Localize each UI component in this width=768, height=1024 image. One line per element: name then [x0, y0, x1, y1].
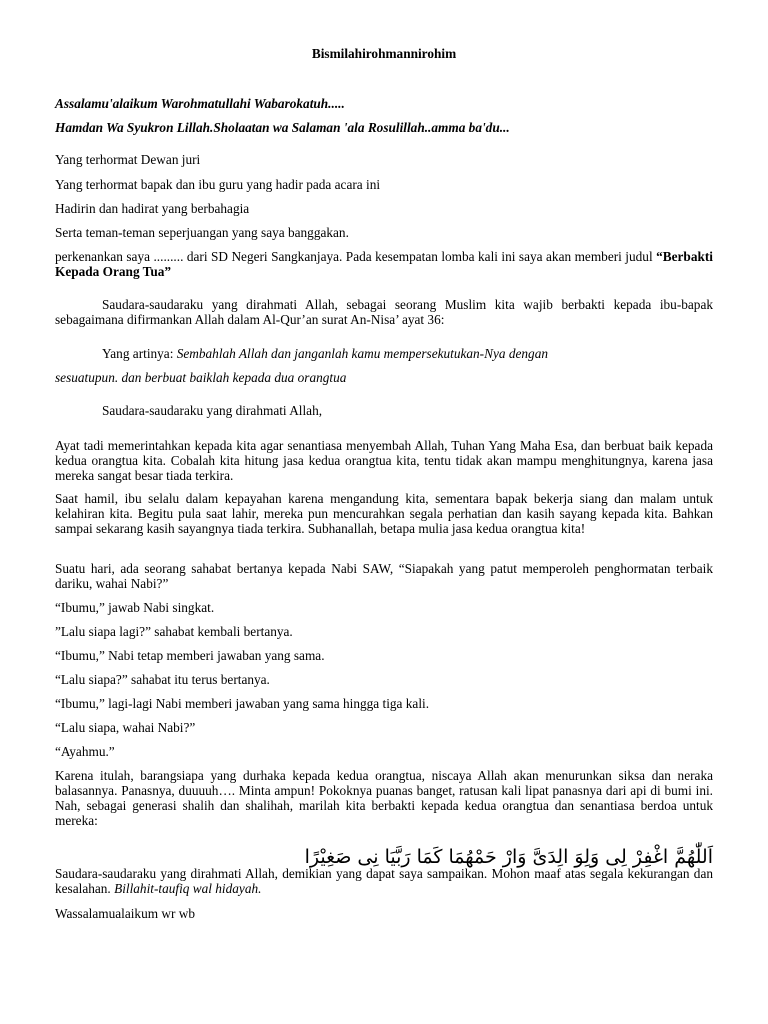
closing-text: Saudara-saudaraku yang dirahmati Allah, demikian yang dapat saya sampaikan. Mohon maaf atas segala kekurangan dan kesalahan.: [55, 866, 713, 896]
salam-closing: Wassalamualaikum wr wb: [55, 906, 195, 921]
paragraph-hamil: Saat hamil, ibu selalu dalam kepayahan karena mengandung kita, sementara bapak bekerja siang dan malam untuk kelahiran kita. Begitu pula saat lahir, mereka pun mencurahkan segala perhatian dan kasih sayang kepada kita. Bahkan sampai sekarang kasih sayangnya tiada terkira. Subhanallah, betapa mulia jasa kedua orangtua kita!: [55, 491, 713, 536]
arabic-prayer: اَللّٰهُمَّ اغْفِرْ لِى وَلِوَ الِدَىَّ وَارْ حَمْهُمَا كَمَا رَبَّيَا نِى صَغِيْرًا: [304, 846, 713, 868]
speech-title: “Berbakti Kepada Orang Tua”: [55, 249, 713, 279]
saudara-greeting: Saudara-saudaraku yang dirahmati Allah,: [102, 403, 323, 418]
paragraph-ayat: Ayat tadi memerintahkan kepada kita agar senantiasa menyembah Allah, Tuhan Yang Maha Esa, dan berbuat baik kepada kedua orangtua kita. Cobalah kita hitung jasa kedua orangtua kita, tentu tidak akan mampu menghitungnya, karena jasa mereka sangat besar tiada terkira.: [55, 438, 713, 483]
paragraph-karena: Karena itulah, barangsiapa yang durhaka kepada kedua orangtua, niscaya Allah akan menurunkan siksa dan neraka balasannya. Panasnya, duuuuh…. Minta ampun! Pokoknya puanas banget, ratusan kali lipat panasnya dari api di bumi ini. Nah, sebagai generasi shalih dan shalihah, marilah kita berbakti kepada kedua orangtua dan senantiasa berdoa untuk mereka:: [55, 768, 713, 828]
closing-paragraph: [55, 866, 713, 896]
greeting-teman: Serta teman-teman seperjuangan yang saya banggakan.: [55, 225, 349, 240]
greeting-dewan-juri: Yang terhormat Dewan juri: [55, 152, 201, 167]
artinya-line-2: sesuatupun. dan berbuat baiklah kepada dua orangtua: [55, 370, 347, 385]
artinya-label: Yang artinya:: [102, 346, 177, 361]
salam-opening: Assalamu'alaikum Warohmatullahi Wabarokatuh.....: [55, 96, 345, 111]
dialogue-line-5: “Ibumu,” lagi-lagi Nabi memberi jawaban yang sama hingga tiga kali.: [55, 696, 430, 711]
greeting-hadirin: Hadirin dan hadirat yang berbahagia: [55, 201, 250, 216]
paragraph-ibu-bapak: Saudara-saudaraku yang dirahmati Allah, sebagai seorang Muslim kita wajib berbakti kepada ibu-bapak sebagaimana difirmankan Allah dalam Al-Qur’an surat An-Nisa’ ayat 36:: [55, 297, 713, 327]
artinya-text: Sembahlah Allah dan janganlah kamu mempersekutukan-Nya dengan: [176, 346, 549, 361]
intro-text: perkenankan saya ......... dari SD Negeri Sangkanjaya. Pada kesempatan lomba kali ini saya akan memberi judul: [55, 249, 657, 264]
document-title: Bismilahirohmannirohim: [311, 46, 457, 61]
dialogue-line-3: “Ibumu,” Nabi tetap memberi jawaban yang sama.: [55, 648, 325, 663]
dialogue-line-2: ”Lalu siapa lagi?” sahabat kembali bertanya.: [55, 624, 293, 639]
hamdan-line: Hamdan Wa Syukron Lillah.Sholaatan wa Salaman 'ala Rosulillah..amma ba'du...: [55, 120, 510, 135]
dialogue-line-4: “Lalu siapa?” sahabat itu terus bertanya.: [55, 672, 270, 687]
dialogue-line-1: “Ibumu,” jawab Nabi singkat.: [55, 600, 215, 615]
dialogue-line-6: “Lalu siapa, wahai Nabi?”: [55, 720, 196, 735]
paragraph-suatu-hari: Suatu hari, ada seorang sahabat bertanya kepada Nabi SAW, “Siapakah yang patut memperoleh penghormatan terbaik dariku, wahai Nabi?”: [55, 561, 713, 591]
dialogue-line-7: “Ayahmu.”: [55, 744, 115, 759]
closing-italic: Billahit-taufiq wal hidayah.: [114, 881, 262, 896]
greeting-guru: Yang terhormat bapak dan ibu guru yang hadir pada acara ini: [55, 177, 381, 192]
artinya-line-1: [102, 346, 713, 361]
intro-paragraph: [55, 249, 713, 279]
